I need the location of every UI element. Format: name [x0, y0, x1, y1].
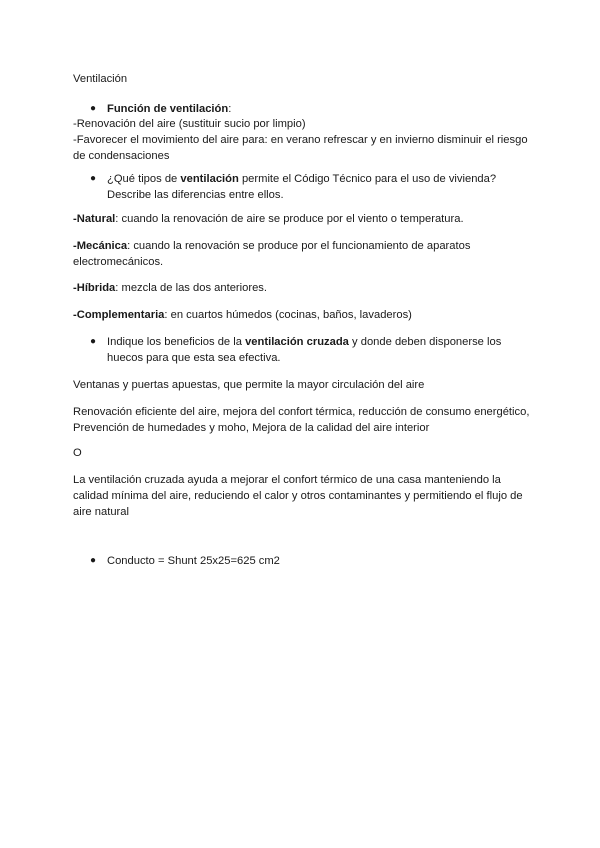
doc-title: Ventilación: [73, 73, 128, 85]
bullet-dot: ●: [90, 555, 97, 566]
funcion-heading: Función de ventilación: [107, 103, 229, 115]
tipo-hibrida: -Híbrida: mezcla de las dos anteriores.: [73, 282, 268, 294]
bullet-dot: ●: [90, 173, 97, 184]
tipo-mecanica: -Mecánica: cuando la renovación se produce por el funcionamiento de aparatos electromecánicos.: [73, 240, 471, 268]
tipo-complementaria: -Complementaria: en cuartos húmedos (cocinas, baños, lavaderos): [73, 309, 412, 321]
bullet-dot: ●: [90, 336, 97, 347]
answer-2: Renovación eficiente del aire, mejora del confort térmica, reducción de consumo energético, Prevención de humedades y moho, Mejora de la calidad del aire interior: [73, 406, 530, 434]
document-page: Ventilación ● Función de ventilación: -Renovación del aire (sustituir sucio por limpio) -Favorecer el movimiento del aire para: en verano refrescar y en invierno disminuir el riesgo de condensaciones ● ¿Qué tipos de ventilación permite el Código Técnico para el uso de vivienda? Describe las diferencias entre ellos. -Natural: cuando la renovación de aire se produce por el viento o temperatura. -Mecánica: cuando la renovación se produce por el funcionamiento de aparatos electromecánicos. -Híbrida: mezcla de las dos anteriores. -Complementaria: en cuartos húmedos (cocinas, baños, lavaderos) ● Indique los beneficios de la ventilación cruzada y donde deben disponerse los huecos para que esta sea efectiva. Ventanas y puertas apuestas, que permite la mayor circulación del aire Renovación eficiente del aire, mejora del confort térmica, reducción de consumo energético, Prevención de humedades y moho, Mejora de la calidad del aire interior O La ventilación cruzada ayuda a mejorar el confort térmico de una casa manteniendo la calidad mínima del aire, reduciendo el calor y otros contaminantes y permitiendo el flujo de aire natural ● Conducto = Shunt 25x25=625 cm2: [0, 0, 600, 848]
bullet-dot: ●: [90, 103, 97, 114]
answer-1: Ventanas y puertas apuestas, que permite la mayor circulación del aire: [73, 379, 425, 391]
funcion-line-2: -Favorecer el movimiento del aire para: en verano refrescar y en invierno disminuir el riesgo: [73, 134, 528, 146]
funcion-line-1: -Renovación del aire (sustituir sucio por limpio): [73, 118, 306, 130]
tipo-natural: -Natural: cuando la renovación de aire se produce por el viento o temperatura.: [73, 213, 464, 225]
answer-4: La ventilación cruzada ayuda a mejorar el confort térmico de una casa manteniendo la calidad mínima del aire, reduciendo el calor y otros contaminantes y permitiendo el flujo de aire natural: [73, 474, 523, 518]
funcion-body: [73, 116, 533, 164]
answer-3: O: [73, 447, 82, 459]
funcion-line-3: de condensaciones: [73, 150, 170, 162]
